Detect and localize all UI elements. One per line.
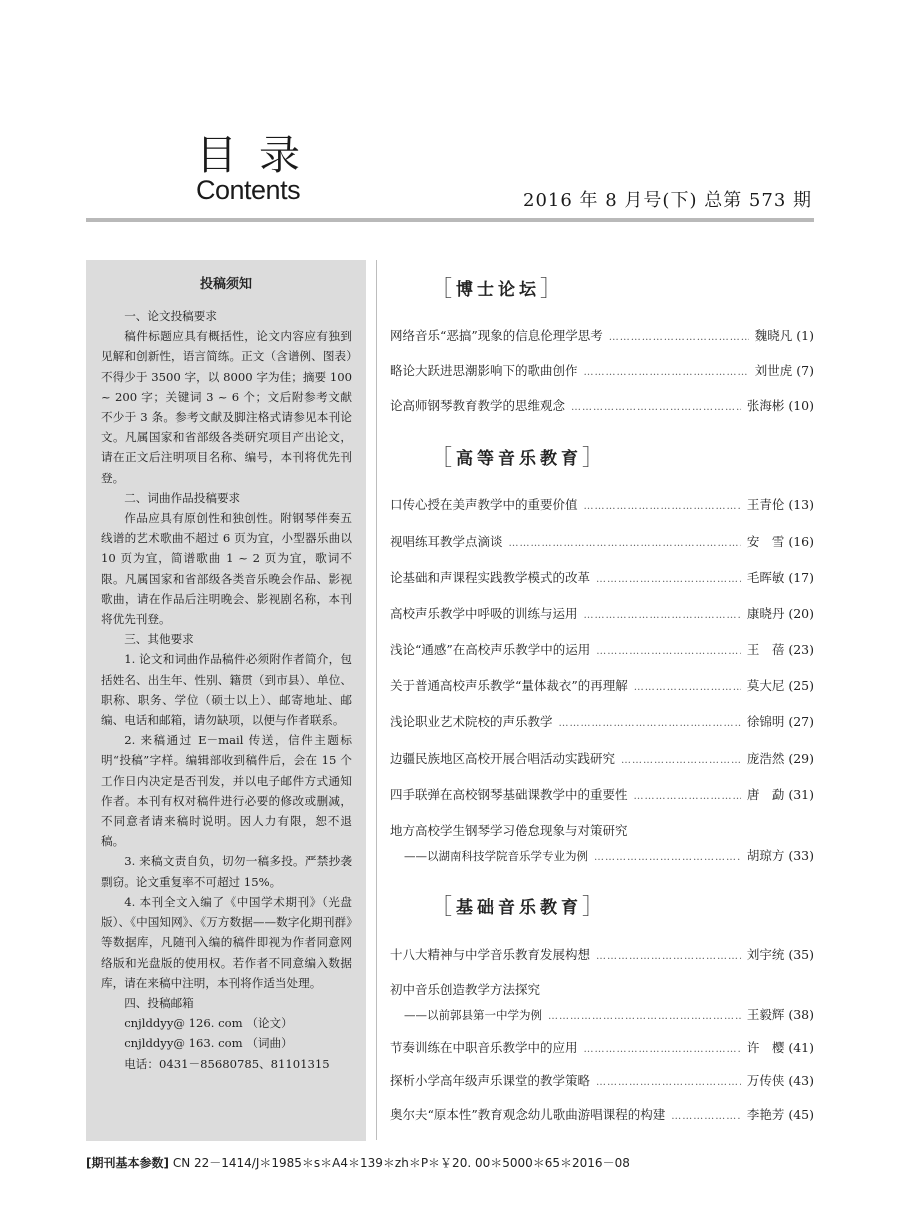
entry-title[interactable]: 地方高校学生钢琴学习倦怠现象与对策研究: [390, 823, 628, 838]
entry-author: 莫大尼: [746, 678, 785, 693]
toc-entry[interactable]: [390, 749, 814, 767]
entry-author: 刘世虎: [754, 363, 793, 378]
entry-title[interactable]: 关于普通高校声乐教学“量体裁衣”的再理解: [390, 678, 628, 693]
leader-dots: [596, 951, 741, 962]
entry-title[interactable]: 浅论职业艺术院校的声乐教学: [390, 714, 553, 729]
sidebar-paragraph: 3. 来稿文责自负，切勿一稿多投。严禁抄袭剽窃。论文重复率不可超过 15%。: [101, 854, 352, 889]
bracket-right: ］: [540, 276, 567, 302]
column-divider: [376, 260, 377, 1140]
entry-author: 毛晖敏: [746, 570, 785, 585]
toc-entry[interactable]: [390, 1105, 814, 1123]
entry-author: 庞浩然: [746, 751, 785, 766]
footer-params: CN 22－1414/J＊1985＊s＊A4＊139＊zh＊P＊￥20. 00＊5000＊65＊2016－08: [172, 1156, 630, 1170]
entry-author: 万传侠: [746, 1073, 785, 1088]
section-title-text: 高等音乐教育: [456, 448, 583, 469]
leader-dots: [584, 367, 749, 378]
entry-subtitle: ——以前郭县第一中学为例: [404, 1008, 542, 1022]
leader-dots: [596, 646, 741, 657]
sidebar-paragraph: 二、词曲作品投稿要求: [124, 490, 241, 505]
entry-title[interactable]: 浅论“通感”在高校声乐教学中的运用: [390, 642, 591, 657]
entry-title[interactable]: 口传心授在美声教学中的重要价值: [390, 497, 578, 512]
toc-entry[interactable]: [390, 568, 814, 586]
toc-entry[interactable]: [390, 1038, 814, 1056]
issue-info: 2016 年 8 月号(下) 总第 573 期: [523, 190, 812, 211]
entry-page: (35): [788, 947, 814, 962]
toc-entry[interactable]: [390, 640, 814, 658]
entry-page: (45): [788, 1107, 814, 1122]
entry-author: 魏晓凡: [754, 328, 793, 343]
entry-page: (1): [796, 328, 814, 343]
entry-title[interactable]: 初中音乐创造教学方法探究: [390, 982, 541, 997]
entry-author: 张海彬: [746, 398, 785, 413]
toc-entry[interactable]: [390, 361, 814, 379]
entry-page: (27): [788, 714, 814, 729]
entry-title[interactable]: 边疆民族地区高校开展合唱活动实践研究: [390, 751, 616, 766]
sidebar-paragraph: 电话：0431－85680785、81101315: [124, 1056, 330, 1071]
entry-author: 刘宇统: [746, 947, 785, 962]
entry-title[interactable]: 论高师钢琴教育教学的思维观念: [390, 398, 566, 413]
submission-guidelines-sidebar: [86, 260, 366, 1141]
entry-page: (13): [788, 497, 814, 512]
footer-label: [期刊基本参数]: [86, 1156, 169, 1170]
toc-entry[interactable]: [390, 1071, 814, 1089]
toc-entry[interactable]: [390, 945, 814, 963]
entry-page: (25): [788, 678, 814, 693]
journal-parameters: [86, 1154, 630, 1171]
sidebar-paragraph: 三、其他要求: [124, 632, 194, 647]
entry-author: 王青伦: [746, 497, 785, 512]
section-title: [430, 890, 608, 920]
leader-dots: [548, 1011, 741, 1022]
leader-dots: [671, 1111, 741, 1122]
sidebar-paragraph: 1. 论文和词曲作品稿件必须附作者简介，包括姓名、出生年、性别、籍贯（到市县）、单位、职称、职务、学位（硕士以上）、邮寄地址、邮编、电话和邮箱，请勿缺项，以便与作者联系。: [101, 652, 352, 728]
entry-page: (16): [788, 534, 814, 549]
entry-title[interactable]: 高校声乐教学中呼吸的训练与运用: [390, 606, 578, 621]
toc-entry[interactable]: [390, 712, 814, 730]
toc-entry[interactable]: [390, 396, 814, 414]
leader-dots: [559, 718, 741, 729]
section-title-text: 博士论坛: [456, 279, 541, 300]
sidebar-paragraph: 2. 来稿通过 E－mail 传送，信件主题标明“投稿”字样。编辑部收到稿件后，会在 15 个工作日内决定是否刊发，并以电子邮件方式通知作者。本刊有权对稿件进行必要的修改或删减，不同意者请来稿时说明。因人力有限，恕不退稿。: [101, 733, 352, 849]
entry-author: 李艳芳: [746, 1107, 785, 1122]
toc-entry[interactable]: [390, 821, 814, 839]
header-rule: [86, 218, 814, 222]
bracket-right: ］: [582, 445, 609, 471]
entry-title[interactable]: 网络音乐“恶搞”现象的信息伦理学思考: [390, 328, 603, 343]
leader-dots: [584, 1044, 741, 1055]
entry-page: (20): [788, 606, 814, 621]
entry-title[interactable]: 论基础和声课程实践教学模式的改革: [390, 570, 591, 585]
toc-entry[interactable]: [390, 676, 814, 694]
bracket-left: ［: [430, 445, 457, 471]
entry-author: 康晓丹: [746, 606, 785, 621]
toc-entry[interactable]: [390, 785, 814, 803]
entry-title[interactable]: 视唱练耳教学点滴谈: [390, 534, 503, 549]
entry-title[interactable]: 探析小学高年级声乐课堂的教学策略: [390, 1073, 591, 1088]
toc-entry[interactable]: [390, 495, 814, 513]
leader-dots: [509, 538, 741, 549]
leader-dots: [594, 852, 741, 863]
entry-page: (23): [788, 642, 814, 657]
entry-author: 胡琼方: [746, 848, 785, 863]
toc-entry[interactable]: [390, 980, 814, 998]
leader-dots: [596, 1077, 741, 1088]
toc-entry-subline[interactable]: [390, 1005, 814, 1023]
leader-dots: [609, 332, 749, 343]
bracket-right: ］: [582, 894, 609, 920]
entry-author: 唐 勐: [746, 787, 785, 802]
toc-entry[interactable]: [390, 326, 814, 344]
entry-page: (43): [788, 1073, 814, 1088]
sidebar-paragraph: 一、论文投稿要求: [124, 309, 217, 323]
entry-page: (33): [788, 848, 814, 863]
entry-title[interactable]: 十八大精神与中学音乐教育发展构想: [390, 947, 591, 962]
entry-author: 安 雪: [746, 534, 785, 549]
section-title-text: 基础音乐教育: [456, 897, 583, 918]
entry-subtitle: ——以湖南科技学院音乐学专业为例: [404, 849, 588, 863]
entry-author: 王毅辉: [746, 1007, 785, 1022]
bracket-left: ［: [430, 276, 457, 302]
entry-page: (29): [788, 751, 814, 766]
leader-dots: [571, 402, 741, 413]
entry-title[interactable]: 节奏训练在中职音乐教学中的应用: [390, 1040, 578, 1055]
sidebar-paragraph: cnjlddyy@ 163. com （词曲）: [124, 1036, 293, 1051]
leader-dots: [584, 501, 741, 512]
entry-title[interactable]: 四手联弹在高校钢琴基础课教学中的重要性: [390, 787, 628, 802]
toc-entry-subline[interactable]: [390, 846, 814, 864]
entry-page: (38): [788, 1007, 814, 1022]
bracket-left: ［: [430, 894, 457, 920]
entry-page: (17): [788, 570, 814, 585]
page-subtitle-en: Contents: [196, 175, 301, 205]
entry-title[interactable]: 略论大跃进思潮影响下的歌曲创作: [390, 363, 578, 378]
entry-author: 徐锦明: [746, 714, 785, 729]
toc-entry[interactable]: [390, 532, 814, 550]
entry-page: (41): [788, 1040, 814, 1055]
sidebar-paragraph: 稿件标题应具有概括性，论文内容应有独到见解和创新性，语言简练。正文（含谱例、图表）不得少于 3500 字，以 8000 字为佳；摘要 100 ~ 200 字；关键词 3 ~ 6 个；文后附参考文献不少于 3 条。参考文献及脚注格式请参见本刊论文。凡属国家和省部级各类研究项目产出论文，请在正文后注明项目名称、编号，本刊将优先刊登。: [101, 329, 352, 485]
entry-author: 王 蓓: [746, 642, 785, 657]
leader-dots: [584, 610, 741, 621]
sidebar-title: 投稿须知: [199, 277, 252, 292]
section-title: [430, 441, 608, 471]
entry-author: 许 樱: [746, 1040, 785, 1055]
leader-dots: [596, 574, 741, 585]
entry-title[interactable]: 奥尔夫“原本性”教育观念幼儿歌曲游唱课程的构建: [390, 1107, 666, 1122]
section-title: [430, 272, 566, 302]
leader-dots: [634, 682, 741, 693]
entry-page: (10): [788, 398, 814, 413]
entry-page: (7): [796, 363, 814, 378]
leader-dots: [634, 791, 741, 802]
entry-page: (31): [788, 787, 814, 802]
toc-entry[interactable]: [390, 604, 814, 622]
sidebar-body: [86, 306, 366, 1074]
sidebar-paragraph: 作品应具有原创性和独创性。附钢琴伴奏五线谱的艺术歌曲不超过 6 页为宜，小型器乐曲以 10 页为宜，简谱歌曲 1 ~ 2 页为宜，歌词不限。凡属国家和省部级各类音乐晚会作品、影视歌曲，请在作品后注明晚会、影视剧名称，本刊将优先刊登。: [101, 511, 352, 627]
sidebar-paragraph: cnjlddyy@ 126. com （论文）: [124, 1016, 293, 1031]
sidebar-paragraph: 四、投稿邮箱: [124, 995, 194, 1010]
sidebar-paragraph: 4. 本刊全文入编了《中国学术期刊》（光盘版）、《中国知网》、《万方数据——数字化期刊群》等数据库，凡随刊入编的稿件即视为作者同意网络版和光盘版的使用权。若作者不同意编入数据库，请在来稿中注明，本刊将作适当处理。: [101, 894, 352, 990]
page-title: 目录: [196, 131, 322, 179]
leader-dots: [621, 755, 741, 766]
